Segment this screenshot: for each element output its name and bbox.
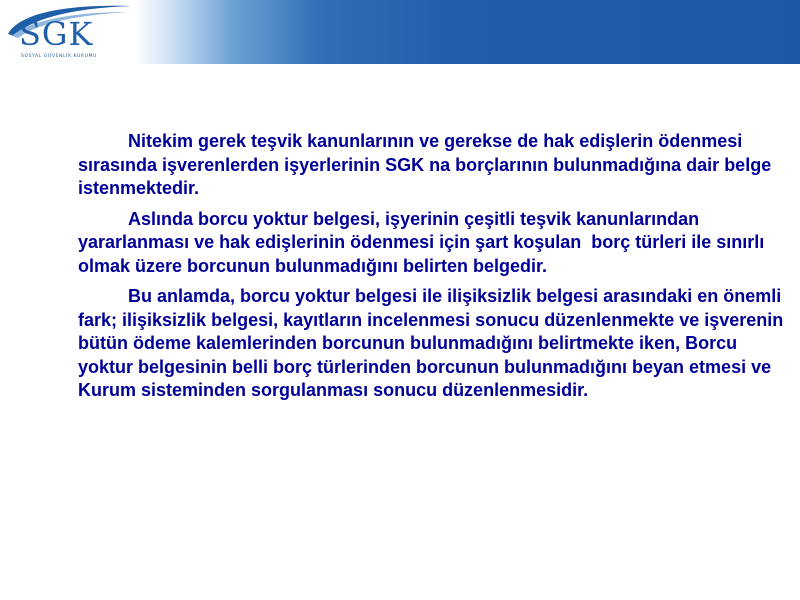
paragraph-2: Aslında borcu yoktur belgesi, işyerinin çeşitli teşvik kanunlarından yararlanması ve hak edişlerinin ödenmesi için şart koşulan borç türleri ile sınırlı olmak üzere borcunun bulunmadığını belirten belgedir. [78,208,770,276]
paragraph-1: Nitekim gerek teşvik kanunlarının ve gerekse de hak edişlerin ödenmesi sırasında işverenlerden işyerlerinin SGK na borçlarının bulunmadığına dair belge istenmektedir. [78,131,777,198]
logo-text: SGK [19,15,94,53]
slide-body [78,130,794,410]
paragraph-3: Bu anlamda, borcu yoktur belgesi ile ilişiksizlik belgesi arasındaki en önemli fark; ilişiksizlik belgesi, kayıtların incelenmesi sonucu düzenlenmekte ve işverenin bütün ödeme kalemlerinden borcunun bulunmadığını belirtmekte iken, Borcu yoktur belgesinin belli borç türlerinden borcunun bulunmadığını beyan etmesi ve Kurum sisteminden sorgulanması sonucu düzenlenmesidir. [78,286,789,400]
sgk-logo [0,0,140,64]
logo-subtitle: SOSYAL GÜVENLİK KURUMU [21,54,97,59]
